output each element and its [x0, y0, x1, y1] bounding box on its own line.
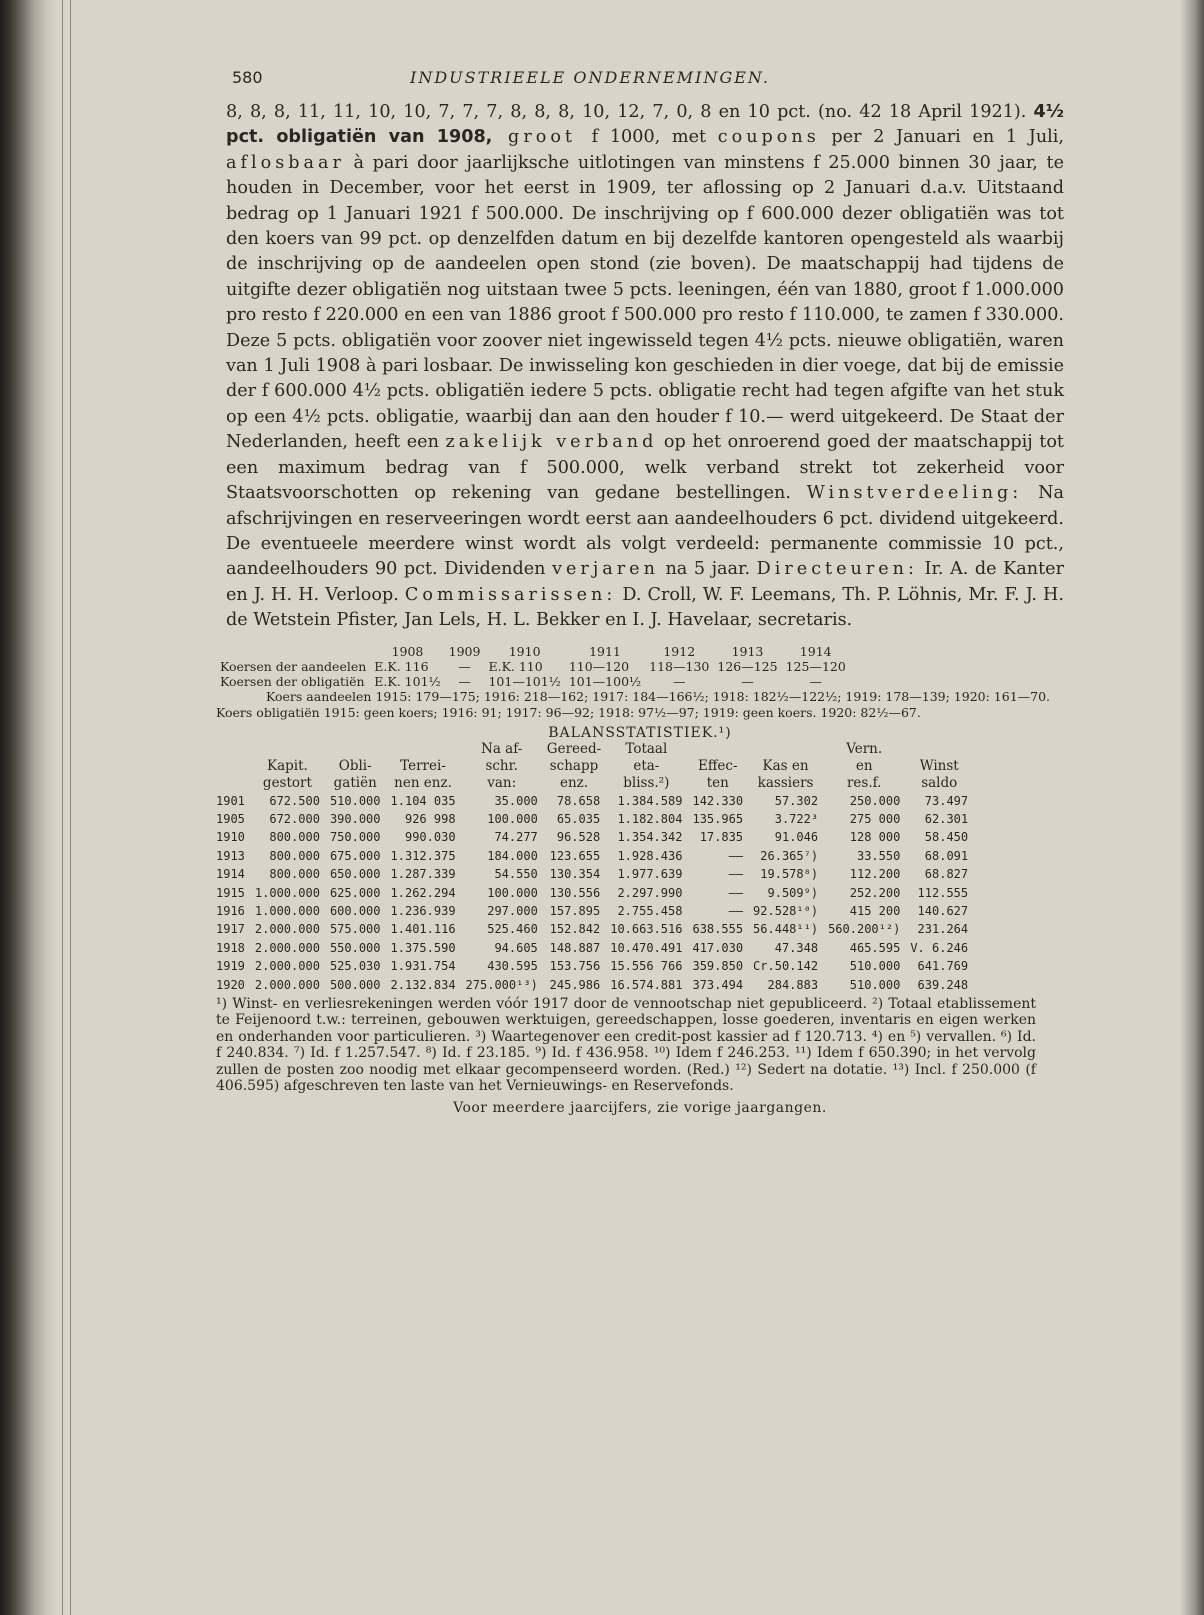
text-segment: f 1000, met	[591, 127, 718, 148]
value-cell: 130.354	[549, 867, 601, 882]
value-cell: 10.470.491	[610, 940, 683, 955]
value-cell: 57.302	[774, 793, 819, 808]
koersen-row	[216, 674, 850, 689]
value-cell: 430.595	[487, 959, 538, 974]
year-cell: 1905	[216, 811, 245, 826]
value-cell: 157.895	[549, 903, 601, 918]
value-cell: 74.277	[494, 830, 538, 845]
value-cell: 1.000.000	[254, 885, 320, 900]
table-row	[216, 847, 973, 865]
value-cell: 1.000.000	[254, 903, 320, 918]
value-cell: 359.850	[692, 959, 744, 974]
right-page-edge	[1180, 0, 1204, 1615]
value-cell: 510.000	[849, 959, 901, 974]
page-number: 580	[232, 68, 263, 87]
value-cell: 26.365⁷)	[760, 848, 819, 863]
value-cell: 68.091	[924, 848, 969, 863]
main-paragraph	[210, 100, 1064, 634]
bond-heading: 4½ pct. obligatiën van 1908,	[226, 102, 1064, 148]
value-cell: 373.494	[692, 977, 744, 992]
value-cell: 650.000	[329, 867, 381, 882]
value-cell: 1.236.939	[390, 903, 456, 918]
table-row	[216, 957, 973, 975]
value-cell: 600.000	[329, 903, 381, 918]
value-cell: 47.348	[774, 940, 819, 955]
value-cell: 625.000	[329, 885, 381, 900]
value-cell: 641.769	[917, 959, 969, 974]
year-cell: 1913	[731, 643, 764, 659]
value-cell: 100.000	[487, 885, 538, 900]
column-header	[216, 741, 250, 792]
table-row	[216, 828, 973, 846]
koers-cell: 118—130	[649, 658, 710, 674]
value-cell: 510.000	[329, 793, 381, 808]
value-cell: 675.000	[329, 848, 381, 863]
koers-cell: E.K. 101½	[374, 673, 441, 689]
value-cell: Cr.50.142	[753, 959, 819, 974]
text-segment: na 5 jaar.	[658, 559, 757, 580]
value-cell: 245.986	[549, 977, 601, 992]
spaced-term: groot	[492, 127, 592, 148]
value-cell: 1.354.342	[617, 830, 683, 845]
value-cell: 94.605	[494, 940, 538, 955]
year-cell: 1917	[216, 922, 245, 937]
table-row	[216, 939, 973, 957]
value-cell: 19.578⁸)	[760, 867, 819, 882]
year-cell: 1915	[216, 885, 245, 900]
column-header: Effec- ten	[697, 757, 738, 791]
value-cell: 672.000	[269, 811, 320, 826]
value-cell: ——	[728, 848, 744, 863]
koers-cell: —	[809, 673, 822, 689]
value-cell: 2.000.000	[254, 922, 320, 937]
value-cell: 2.132.834	[390, 977, 456, 992]
column-header: Winst saldo	[919, 757, 959, 791]
column-header: Na af- schr. van:	[481, 740, 523, 791]
table-row	[216, 810, 973, 828]
value-cell: 2.000.000	[254, 959, 320, 974]
koers-aandeelen-line: Koers aandeelen 1915: 179—175; 1916: 218—162; 1917: 184—166½; 1918: 182½—122½; 1919: 178—139; 1920: 161—70.	[266, 688, 1051, 704]
year-cell: 1910	[508, 643, 541, 659]
value-cell: 465.595	[849, 940, 901, 955]
spaced-term: aflosbaar	[226, 152, 345, 173]
year-cell: 1909	[448, 643, 481, 659]
book-page	[210, 64, 1070, 1116]
value-cell: 33.550	[856, 848, 901, 863]
value-cell: 54.550	[494, 867, 538, 882]
value-cell: 1.928.436	[617, 848, 683, 863]
year-cell: 1916	[216, 903, 245, 918]
koers-cell: 101—100½	[568, 673, 642, 689]
spaced-term: coupons	[717, 127, 820, 148]
year-cell: 1918	[216, 940, 245, 955]
value-cell: 415 200	[849, 903, 901, 918]
text-segment: op het onroerend goed der maatschappij tot een maximum bedrag van f 500.000, welk verband strekt tot zekerheid voor Staatsvoorschotten op rekening van gedane bestellingen.	[226, 432, 1064, 504]
spaced-term: zakelijk verband	[445, 432, 658, 453]
value-cell: ——	[728, 885, 744, 900]
value-cell: ——	[728, 867, 744, 882]
column-header: Kas en kassiers	[757, 757, 814, 791]
value-cell: 100.000	[487, 811, 538, 826]
text-segment: Ir. A. de Kanter en J. H. H. Verloop.	[226, 559, 1064, 605]
value-cell: 560.200¹²)	[828, 922, 901, 937]
running-title: INDUSTRIEELE ONDERNEMINGEN.	[410, 68, 770, 87]
spaced-term: Winstverdeeling:	[806, 483, 1023, 504]
koersen-row	[216, 659, 850, 674]
value-cell: 1.977.639	[617, 867, 683, 882]
value-cell: 140.627	[917, 903, 969, 918]
value-cell: 297.000	[487, 903, 538, 918]
column-header: Vern. en res.f.	[846, 740, 883, 791]
column-header: Totaal eta- bliss.²)	[623, 740, 670, 791]
year-cell: 1908	[391, 643, 424, 659]
koersen-year-row	[216, 644, 850, 659]
value-cell: 2.297.990	[617, 885, 683, 900]
year-cell: 1919	[216, 959, 245, 974]
value-cell: 1.384.589	[617, 793, 683, 808]
koers-obligatien-line: Koers obligatiën 1915: geen koers; 1916: 91; 1917: 96—92; 1918: 97½—97; 1919: geen koers. 1920: 82½—67.	[216, 704, 921, 720]
value-cell: 130.556	[549, 885, 601, 900]
value-cell: 96.528	[556, 830, 601, 845]
value-cell: 510.000	[849, 977, 901, 992]
year-cell: 1910	[216, 830, 245, 845]
footnotes: ¹) Winst- en verliesrekeningen werden vóór 1917 door de vennootschap niet gepubliceerd. ²) Totaal etablissement te Feijenoord t.w.: terreinen, gebouwen werktuigen, gereedschappen, losse goederen, inventaris en eigen werken en onderhanden voor particulieren. ³) Waartegenover een credit-post kassier ad f 120.713. ⁴) en ⁵) vervallen. ⁶) Id. f 240.834. ⁷) Id. f 1.257.547. ⁸) Id. f 23.185. ⁹) Id. f 436.958. ¹⁰) Idem f 246.253. ¹¹) Idem f 650.390; in het vervolg zullen de posten zoo noodig met elkaar gecompenseerd worden. (Red.) ¹²) Sedert na dotatie. ¹³) Incl. f 250.000 (f 406.595) afgeschreven ten laste van het Vernieuwings- en Reservefonds.	[216, 996, 1036, 1095]
value-cell: 142.330	[692, 793, 744, 808]
spaced-term: verjaren	[552, 559, 659, 580]
table-row	[216, 902, 973, 920]
value-cell: 2.755.458	[617, 903, 683, 918]
value-cell: 92.528¹⁰)	[753, 903, 819, 918]
text-segment: à pari door jaarlijksche uitlotingen van minstens f 25.000 binnen 30 jaar, te houden in December, voor het eerst in 1909, ter aflossing op 2 Januari d.a.v. Uitstaand bedrag op 1 Januari 1921 f 500.000. De inschrijving op f 600.000 dezer obligatiën was tot den koers van 99 pct. op denzelfden datum en bij dezelfde kantoren opengesteld als waarbij de inschrijving op de aandeelen open stond (zie boven). De maatschappij had tijdens de uitgifte dezer obligatiën nog uitstaan twee 5 pcts. leeningen, één van 1880, groot f 1.000.000 pro resto f 220.000 en een van 1886 groot f 500.000 pro resto f 110.000, te zamen f 330.000. Deze 5 pcts. obligatiën voor zoover niet ingewisseld tegen 4½ pcts. nieuwe obligatiën, waren van 1 Juli 1908 à pari losbaar. De inwisseling kon geschieden in dier voege, dat bij de emissie der f 600.000 4½ pcts. obligatiën iedere 5 pcts. obligatie recht had tegen afgifte van het stuk op een 4½ pcts. obligatie, waarbij dan aan den houder f 10.— werd uitgekeerd. De Staat der Nederlanden, heeft een	[226, 152, 1064, 453]
value-cell: 1.931.754	[390, 959, 456, 974]
value-cell: 112.555	[917, 885, 969, 900]
column-header: Gereed- schapp enz.	[546, 740, 602, 791]
value-cell: 417.030	[692, 940, 744, 955]
value-cell: 275 000	[849, 811, 901, 826]
koers-cell: —	[458, 673, 471, 689]
value-cell: 275.000¹³)	[465, 977, 538, 992]
text-segment: per 2 Januari en 1 Juli,	[819, 127, 1064, 148]
value-cell: V. 6.246	[910, 940, 969, 955]
balans-title: BALANSSTATISTIEK.¹)	[548, 724, 732, 741]
value-cell: 252.200	[849, 885, 901, 900]
value-cell: 231.264	[917, 922, 969, 937]
balans-body	[216, 792, 973, 994]
value-cell: 135.965	[692, 811, 744, 826]
row-label: Koersen der obligatiën	[220, 673, 365, 689]
table-row	[216, 792, 973, 810]
table-row	[216, 920, 973, 938]
value-cell: 123.655	[549, 848, 601, 863]
value-cell: 3.722³	[774, 811, 819, 826]
running-header	[210, 64, 1070, 94]
book-binding-edge	[0, 0, 58, 1615]
value-cell: 56.448¹¹)	[753, 922, 819, 937]
koers-cell: —	[741, 673, 754, 689]
spaced-term: Directeuren:	[756, 559, 918, 580]
year-cell: 1911	[589, 643, 621, 659]
value-cell: 525.460	[487, 922, 538, 937]
value-cell: 112.200	[849, 867, 901, 882]
value-cell: 91.046	[774, 830, 819, 845]
year-cell: 1913	[216, 848, 245, 863]
value-cell: 1.104 035	[390, 793, 456, 808]
value-cell: 153.756	[549, 959, 601, 974]
value-cell: 800.000	[269, 867, 320, 882]
value-cell: 78.658	[556, 793, 601, 808]
value-cell: 16.574.881	[610, 977, 683, 992]
value-cell: 2.000.000	[254, 977, 320, 992]
value-cell: 152.842	[549, 922, 601, 937]
value-cell: 1.312.375	[390, 848, 456, 863]
value-cell: ——	[728, 903, 744, 918]
row-label: Koersen der aandeelen	[220, 658, 367, 674]
column-header: Terrei- nen enz.	[394, 757, 452, 791]
value-cell: 550.000	[329, 940, 381, 955]
value-cell: 15.556 766	[610, 959, 683, 974]
column-header: Kapit. gestort	[262, 757, 312, 791]
koers-cell: E.K. 116	[374, 658, 429, 674]
value-cell: 638.555	[692, 922, 744, 937]
balans-table	[216, 741, 973, 994]
value-cell: 1.287.339	[390, 867, 456, 882]
koers-cell: —	[458, 658, 471, 674]
value-cell: 250.000	[849, 793, 901, 808]
page-edge-line	[70, 0, 71, 1615]
text-segment: Na afschrijvingen en reserveeringen wordt eerst aan aandeelhouders 6 pct. dividend uitgekeerd. De eventueele meerdere winst wordt als volgt verdeeld: permanente commissie 10 pct., aandeelhouders 90 pct. Dividenden	[226, 483, 1064, 580]
value-cell: 390.000	[329, 811, 381, 826]
value-cell: 990.030	[404, 830, 456, 845]
value-cell: 2.000.000	[254, 940, 320, 955]
koersen-table	[216, 644, 850, 689]
value-cell: 525.030	[329, 959, 381, 974]
koers-cell: E.K. 110	[488, 658, 543, 674]
value-cell: 9.509⁹)	[767, 885, 819, 900]
value-cell: 284.883	[767, 977, 819, 992]
spaced-term: Commissarissen:	[404, 584, 617, 605]
value-cell: 62.301	[924, 811, 969, 826]
value-cell: 1.262.294	[390, 885, 456, 900]
koers-cell: 101—101½	[488, 673, 561, 689]
value-cell: 148.887	[549, 940, 601, 955]
value-cell: 184.000	[487, 848, 538, 863]
value-cell: 73.497	[924, 793, 969, 808]
column-header: Obli- gatiën	[333, 757, 377, 791]
value-cell: 639.248	[917, 977, 969, 992]
text-segment: 8, 8, 8, 11, 11, 10, 10, 7, 7, 7, 8, 8, 8, 10, 12, 7, 0, 8 en 10 pct. (no. 42 18 April 1921).	[226, 102, 1034, 122]
year-cell: 1920	[216, 977, 245, 992]
year-cell: 1901	[216, 793, 245, 808]
value-cell: 500.000	[329, 977, 381, 992]
value-cell: 800.000	[269, 848, 320, 863]
year-cell: 1912	[663, 643, 696, 659]
koers-cell: 110—120	[568, 658, 630, 674]
value-cell: 65.035	[556, 811, 601, 826]
value-cell: 10.663.516	[610, 922, 683, 937]
year-cell: 1914	[216, 867, 245, 882]
value-cell: 1.182.804	[617, 811, 683, 826]
value-cell: 128 000	[849, 830, 901, 845]
koers-cell: 125—120	[785, 658, 846, 674]
value-cell: 672.500	[269, 793, 320, 808]
table-row	[216, 884, 973, 902]
table-row	[216, 865, 973, 883]
text-segment: D. Croll, W. F. Leemans, Th. P. Löhnis, Mr. F. J. H. de Wetstein Pfister, Jan Lels, H. L. Bekker en I. J. Havelaar, secretaris.	[226, 584, 1064, 631]
value-cell: 1.375.590	[390, 940, 456, 955]
year-cell: 1914	[799, 643, 832, 659]
value-cell: 58.450	[924, 830, 969, 845]
page-edge-line	[62, 0, 63, 1615]
more-figures-note: Voor meerdere jaarcijfers, zie vorige jaargangen.	[453, 1100, 827, 1117]
table-row	[216, 976, 973, 994]
balans-header-row	[216, 741, 973, 792]
koers-cell: 126—125	[717, 658, 778, 674]
value-cell: 1.401.116	[390, 922, 456, 937]
value-cell: 575.000	[329, 922, 381, 937]
value-cell: 68.827	[924, 867, 969, 882]
value-cell: 17.835	[699, 830, 744, 845]
value-cell: 926 998	[404, 811, 456, 826]
koers-cell: —	[673, 673, 686, 689]
value-cell: 750.000	[329, 830, 381, 845]
value-cell: 800.000	[269, 830, 320, 845]
value-cell: 35.000	[494, 793, 538, 808]
